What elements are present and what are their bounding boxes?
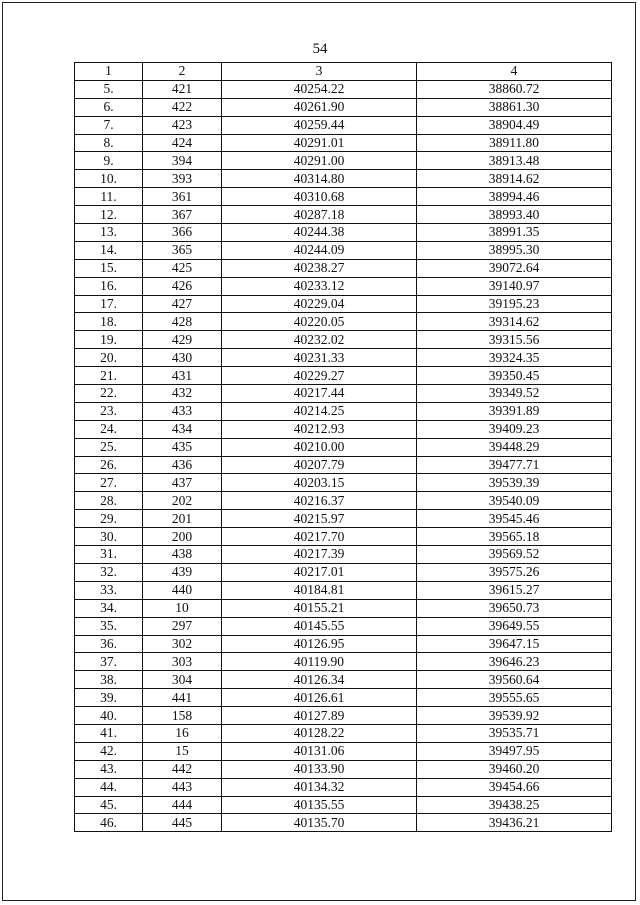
coordinates-table [74, 62, 612, 832]
point-number-cell: 433 [143, 402, 222, 420]
row-number-cell: 18. [75, 313, 143, 331]
x-coordinate-cell: 40229.27 [222, 367, 417, 385]
point-number-cell: 202 [143, 492, 222, 510]
row-number-cell: 44. [75, 778, 143, 796]
y-coordinate-cell: 39535.71 [417, 724, 612, 742]
point-number-cell: 16 [143, 724, 222, 742]
point-number-cell: 438 [143, 546, 222, 564]
x-coordinate-cell: 40233.12 [222, 277, 417, 295]
table-row [75, 760, 612, 778]
row-number-cell: 5. [75, 80, 143, 98]
row-number-cell: 27. [75, 474, 143, 492]
row-number-cell: 43. [75, 760, 143, 778]
point-number-cell: 428 [143, 313, 222, 331]
x-coordinate-cell: 40231.33 [222, 349, 417, 367]
table-row [75, 635, 612, 653]
point-number-cell: 365 [143, 241, 222, 259]
point-number-cell: 441 [143, 689, 222, 707]
row-number-cell: 40. [75, 707, 143, 725]
y-coordinate-cell: 38861.30 [417, 98, 612, 116]
table-row [75, 438, 612, 456]
point-number-cell: 424 [143, 134, 222, 152]
x-coordinate-cell: 40126.61 [222, 689, 417, 707]
x-coordinate-cell: 40119.90 [222, 653, 417, 671]
x-coordinate-cell: 40135.70 [222, 814, 417, 832]
point-number-cell: 421 [143, 80, 222, 98]
table-row [75, 796, 612, 814]
x-coordinate-cell: 40217.39 [222, 546, 417, 564]
table-row [75, 814, 612, 832]
x-coordinate-cell: 40134.32 [222, 778, 417, 796]
table-row [75, 420, 612, 438]
row-number-cell: 20. [75, 349, 143, 367]
y-coordinate-cell: 39545.46 [417, 510, 612, 528]
y-coordinate-cell: 39560.64 [417, 671, 612, 689]
y-coordinate-cell: 38994.46 [417, 188, 612, 206]
x-coordinate-cell: 40210.00 [222, 438, 417, 456]
x-coordinate-cell: 40229.04 [222, 295, 417, 313]
table-row [75, 206, 612, 224]
table-row [75, 152, 612, 170]
y-coordinate-cell: 39349.52 [417, 385, 612, 403]
point-number-cell: 445 [143, 814, 222, 832]
row-number-cell: 36. [75, 635, 143, 653]
row-number-cell: 7. [75, 116, 143, 134]
row-number-cell: 31. [75, 546, 143, 564]
row-number-cell: 25. [75, 438, 143, 456]
row-number-cell: 41. [75, 724, 143, 742]
table-row [75, 671, 612, 689]
table-row [75, 599, 612, 617]
y-coordinate-cell: 38995.30 [417, 241, 612, 259]
table-row [75, 259, 612, 277]
point-number-cell: 302 [143, 635, 222, 653]
table-row [75, 492, 612, 510]
y-coordinate-cell: 39350.45 [417, 367, 612, 385]
row-number-cell: 10. [75, 170, 143, 188]
row-number-cell: 24. [75, 420, 143, 438]
table-row [75, 331, 612, 349]
row-number-cell: 23. [75, 402, 143, 420]
x-coordinate-cell: 40259.44 [222, 116, 417, 134]
y-coordinate-cell: 39438.25 [417, 796, 612, 814]
point-number-cell: 427 [143, 295, 222, 313]
y-coordinate-cell: 38914.62 [417, 170, 612, 188]
table-body [75, 80, 612, 831]
x-coordinate-cell: 40310.68 [222, 188, 417, 206]
y-coordinate-cell: 39555.65 [417, 689, 612, 707]
x-coordinate-cell: 40287.18 [222, 206, 417, 224]
x-coordinate-cell: 40214.25 [222, 402, 417, 420]
row-number-cell: 45. [75, 796, 143, 814]
y-coordinate-cell: 38993.40 [417, 206, 612, 224]
y-coordinate-cell: 39195.23 [417, 295, 612, 313]
point-number-cell: 431 [143, 367, 222, 385]
column-header-4: 4 [417, 63, 612, 81]
y-coordinate-cell: 39647.15 [417, 635, 612, 653]
y-coordinate-cell: 39448.29 [417, 438, 612, 456]
x-coordinate-cell: 40135.55 [222, 796, 417, 814]
x-coordinate-cell: 40291.00 [222, 152, 417, 170]
row-number-cell: 38. [75, 671, 143, 689]
table-row [75, 528, 612, 546]
row-number-cell: 29. [75, 510, 143, 528]
row-number-cell: 30. [75, 528, 143, 546]
y-coordinate-cell: 39391.89 [417, 402, 612, 420]
y-coordinate-cell: 39409.23 [417, 420, 612, 438]
page-number: 54 [312, 41, 328, 57]
y-coordinate-cell: 39314.62 [417, 313, 612, 331]
x-coordinate-cell: 40238.27 [222, 259, 417, 277]
table-row [75, 295, 612, 313]
x-coordinate-cell: 40128.22 [222, 724, 417, 742]
point-number-cell: 443 [143, 778, 222, 796]
y-coordinate-cell: 39540.09 [417, 492, 612, 510]
y-coordinate-cell: 39569.52 [417, 546, 612, 564]
table-row [75, 742, 612, 760]
point-number-cell: 394 [143, 152, 222, 170]
y-coordinate-cell: 39460.20 [417, 760, 612, 778]
row-number-cell: 34. [75, 599, 143, 617]
table-row [75, 224, 612, 242]
x-coordinate-cell: 40184.81 [222, 581, 417, 599]
row-number-cell: 33. [75, 581, 143, 599]
y-coordinate-cell: 39497.95 [417, 742, 612, 760]
point-number-cell: 367 [143, 206, 222, 224]
y-coordinate-cell: 39324.35 [417, 349, 612, 367]
table-row [75, 778, 612, 796]
row-number-cell: 15. [75, 259, 143, 277]
row-number-cell: 22. [75, 385, 143, 403]
column-header-1: 1 [75, 63, 143, 81]
row-number-cell: 42. [75, 742, 143, 760]
table-row [75, 385, 612, 403]
y-coordinate-cell: 39539.92 [417, 707, 612, 725]
table-row [75, 402, 612, 420]
point-number-cell: 10 [143, 599, 222, 617]
table-row [75, 313, 612, 331]
table-row [75, 277, 612, 295]
row-number-cell: 6. [75, 98, 143, 116]
row-number-cell: 46. [75, 814, 143, 832]
table-row [75, 367, 612, 385]
x-coordinate-cell: 40314.80 [222, 170, 417, 188]
row-number-cell: 8. [75, 134, 143, 152]
row-number-cell: 19. [75, 331, 143, 349]
point-number-cell: 303 [143, 653, 222, 671]
y-coordinate-cell: 38904.49 [417, 116, 612, 134]
table-row [75, 116, 612, 134]
column-header-2: 2 [143, 63, 222, 81]
table-row [75, 170, 612, 188]
table-row [75, 456, 612, 474]
row-number-cell: 12. [75, 206, 143, 224]
x-coordinate-cell: 40254.22 [222, 80, 417, 98]
point-number-cell: 439 [143, 563, 222, 581]
row-number-cell: 28. [75, 492, 143, 510]
table-row [75, 563, 612, 581]
table-header-row [75, 63, 612, 81]
y-coordinate-cell: 38913.48 [417, 152, 612, 170]
x-coordinate-cell: 40220.05 [222, 313, 417, 331]
x-coordinate-cell: 40127.89 [222, 707, 417, 725]
table-row [75, 617, 612, 635]
x-coordinate-cell: 40203.15 [222, 474, 417, 492]
x-coordinate-cell: 40217.44 [222, 385, 417, 403]
table-row [75, 581, 612, 599]
point-number-cell: 425 [143, 259, 222, 277]
y-coordinate-cell: 39650.73 [417, 599, 612, 617]
y-coordinate-cell: 39477.71 [417, 456, 612, 474]
row-number-cell: 39. [75, 689, 143, 707]
table-row [75, 241, 612, 259]
x-coordinate-cell: 40291.01 [222, 134, 417, 152]
y-coordinate-cell: 39436.21 [417, 814, 612, 832]
x-coordinate-cell: 40145.55 [222, 617, 417, 635]
y-coordinate-cell: 38991.35 [417, 224, 612, 242]
y-coordinate-cell: 39454.66 [417, 778, 612, 796]
row-number-cell: 21. [75, 367, 143, 385]
point-number-cell: 361 [143, 188, 222, 206]
table-row [75, 98, 612, 116]
x-coordinate-cell: 40207.79 [222, 456, 417, 474]
y-coordinate-cell: 39072.64 [417, 259, 612, 277]
row-number-cell: 9. [75, 152, 143, 170]
point-number-cell: 158 [143, 707, 222, 725]
point-number-cell: 422 [143, 98, 222, 116]
point-number-cell: 444 [143, 796, 222, 814]
table-row [75, 653, 612, 671]
x-coordinate-cell: 40131.06 [222, 742, 417, 760]
table-row [75, 724, 612, 742]
table-row [75, 188, 612, 206]
table-row [75, 134, 612, 152]
point-number-cell: 423 [143, 116, 222, 134]
y-coordinate-cell: 39615.27 [417, 581, 612, 599]
point-number-cell: 393 [143, 170, 222, 188]
table-row [75, 546, 612, 564]
y-coordinate-cell: 39575.26 [417, 563, 612, 581]
table-row [75, 80, 612, 98]
column-header-3: 3 [222, 63, 417, 81]
x-coordinate-cell: 40244.38 [222, 224, 417, 242]
x-coordinate-cell: 40216.37 [222, 492, 417, 510]
row-number-cell: 26. [75, 456, 143, 474]
y-coordinate-cell: 38860.72 [417, 80, 612, 98]
x-coordinate-cell: 40133.90 [222, 760, 417, 778]
point-number-cell: 437 [143, 474, 222, 492]
row-number-cell: 11. [75, 188, 143, 206]
row-number-cell: 14. [75, 241, 143, 259]
table-row [75, 474, 612, 492]
point-number-cell: 430 [143, 349, 222, 367]
row-number-cell: 13. [75, 224, 143, 242]
point-number-cell: 304 [143, 671, 222, 689]
row-number-cell: 32. [75, 563, 143, 581]
y-coordinate-cell: 38911.80 [417, 134, 612, 152]
y-coordinate-cell: 39140.97 [417, 277, 612, 295]
x-coordinate-cell: 40126.34 [222, 671, 417, 689]
x-coordinate-cell: 40215.97 [222, 510, 417, 528]
row-number-cell: 35. [75, 617, 143, 635]
table-row [75, 689, 612, 707]
y-coordinate-cell: 39646.23 [417, 653, 612, 671]
x-coordinate-cell: 40261.90 [222, 98, 417, 116]
x-coordinate-cell: 40126.95 [222, 635, 417, 653]
point-number-cell: 201 [143, 510, 222, 528]
x-coordinate-cell: 40217.70 [222, 528, 417, 546]
x-coordinate-cell: 40244.09 [222, 241, 417, 259]
row-number-cell: 16. [75, 277, 143, 295]
y-coordinate-cell: 39315.56 [417, 331, 612, 349]
point-number-cell: 442 [143, 760, 222, 778]
table-row [75, 510, 612, 528]
point-number-cell: 440 [143, 581, 222, 599]
point-number-cell: 429 [143, 331, 222, 349]
x-coordinate-cell: 40155.21 [222, 599, 417, 617]
point-number-cell: 366 [143, 224, 222, 242]
point-number-cell: 426 [143, 277, 222, 295]
table-row [75, 349, 612, 367]
point-number-cell: 200 [143, 528, 222, 546]
row-number-cell: 37. [75, 653, 143, 671]
x-coordinate-cell: 40232.02 [222, 331, 417, 349]
point-number-cell: 297 [143, 617, 222, 635]
point-number-cell: 15 [143, 742, 222, 760]
point-number-cell: 435 [143, 438, 222, 456]
y-coordinate-cell: 39649.55 [417, 617, 612, 635]
x-coordinate-cell: 40212.93 [222, 420, 417, 438]
y-coordinate-cell: 39565.18 [417, 528, 612, 546]
x-coordinate-cell: 40217.01 [222, 563, 417, 581]
row-number-cell: 17. [75, 295, 143, 313]
point-number-cell: 436 [143, 456, 222, 474]
point-number-cell: 432 [143, 385, 222, 403]
y-coordinate-cell: 39539.39 [417, 474, 612, 492]
table-row [75, 707, 612, 725]
point-number-cell: 434 [143, 420, 222, 438]
